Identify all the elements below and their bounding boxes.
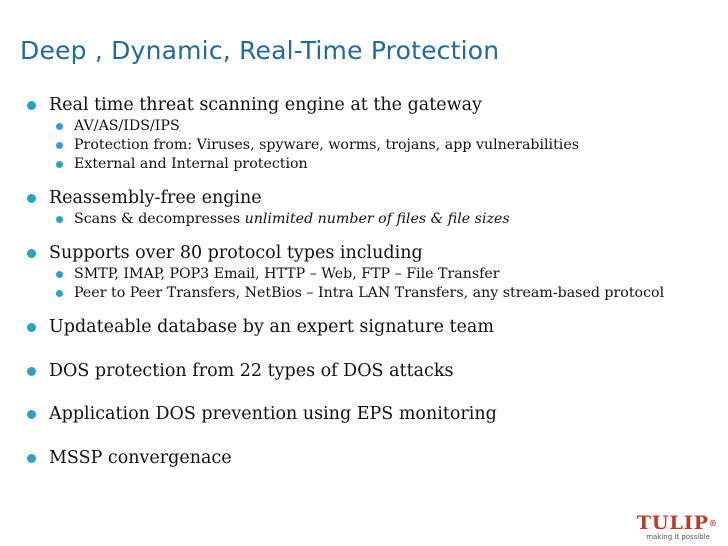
bullet-text: Reassembly-free engine — [49, 188, 262, 208]
logo-word: TULIP — [636, 512, 709, 534]
sub-bullet-dot-icon — [56, 271, 63, 278]
bullet-text: DOS protection from 22 types of DOS attacks — [49, 361, 454, 381]
sub-bullet-text — [74, 211, 510, 227]
registered-mark: ® — [709, 518, 718, 528]
sub-bullet-dot-icon — [56, 161, 63, 168]
sub-bullet-text-regular: Scans & decompresses — [74, 211, 245, 227]
bullet-dot-icon — [27, 323, 36, 332]
bullet-text: Updateable database by an expert signature team — [49, 317, 494, 337]
sub-bullet-text: Protection from: Viruses, spyware, worms, trojans, app vulnerabilities — [74, 137, 580, 153]
bullet-item — [27, 361, 453, 381]
bullet-dot-icon — [27, 249, 36, 258]
sub-bullet-text: Peer to Peer Transfers, NetBios – Intra LAN Transfers, any stream-based protocol — [74, 285, 665, 301]
bullet-dot-icon — [27, 410, 36, 419]
bullet-item — [27, 448, 232, 468]
sub-bullet-dot-icon — [56, 142, 63, 149]
bullet-item — [27, 188, 262, 208]
sub-bullet-dot-icon — [56, 290, 63, 297]
sub-bullet-item — [56, 156, 308, 172]
sub-bullet-text: External and Internal protection — [74, 156, 308, 172]
bullet-text: Supports over 80 protocol types including — [49, 243, 423, 263]
bullet-dot-icon — [27, 454, 36, 463]
tulip-logo — [637, 514, 718, 542]
sub-bullet-text: SMTP, IMAP, POP3 Email, HTTP – Web, FTP – File Transfer — [74, 266, 500, 282]
bullet-item — [27, 317, 494, 337]
sub-bullet-dot-icon — [56, 123, 63, 130]
sub-bullet-item — [56, 137, 579, 153]
sub-bullet-text-italic: unlimited number of files & file sizes — [244, 211, 510, 227]
logo-wordmark — [637, 514, 718, 533]
bullet-text: Application DOS prevention using EPS monitoring — [49, 404, 497, 424]
bullet-dot-icon — [27, 367, 36, 376]
sub-bullet-text: AV/AS/IDS/IPS — [74, 118, 180, 134]
bullet-item — [27, 404, 497, 424]
sub-bullet-dot-icon — [56, 216, 63, 223]
bullet-text: MSSP convergenace — [49, 448, 232, 468]
sub-bullet-item — [56, 118, 180, 134]
logo-tagline: making it possible — [646, 533, 710, 541]
bullet-text: Real time threat scanning engine at the gateway — [49, 95, 482, 115]
bullet-dot-icon — [27, 101, 36, 110]
bullet-dot-icon — [27, 194, 36, 203]
sub-bullet-item — [56, 266, 500, 282]
bullet-item — [27, 95, 482, 115]
sub-bullet-item — [56, 211, 510, 227]
slide-title: Deep , Dynamic, Real-Time Protection — [20, 36, 500, 65]
sub-bullet-item — [56, 285, 664, 301]
bullet-item — [27, 243, 423, 263]
